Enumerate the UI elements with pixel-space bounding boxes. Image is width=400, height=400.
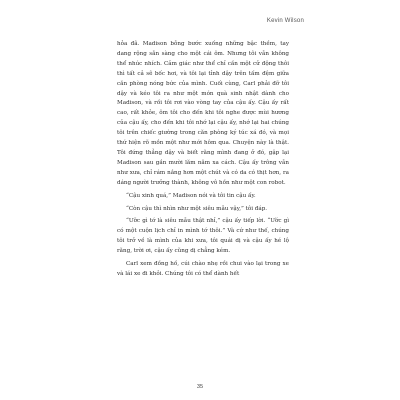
body-text	[117, 40, 289, 283]
running-header-author: Kevin Wilson	[266, 18, 304, 24]
paragraph: Carl xem đồng hồ, cúi chào nhẹ rồi chui vào lại trong xe và lái xe đi khỏi. Chúng tôi có thể dành hết	[117, 261, 289, 277]
paragraph: “Còn cậu thì nhìn như một siêu mẫu vậy,” tôi đáp.	[126, 205, 268, 212]
paragraph: “Cậu xinh quá,” Madison nói và tôi tin cậu ấy.	[126, 192, 256, 199]
paragraph: “Ước gì tớ là siêu mẫu thật nhỉ,” cậu ấy tiếp lời. “Ước gì có một cuộn lịch chỉ in mình tớ thôi.” Và cứ như thế, chúng tôi trở về là mình của khi xưa, tôi quái dị và cậu ấy hé lộ răng, trời ơi, cậu ấy cũng dị chẳng kém.	[117, 218, 289, 255]
page-number: 35	[196, 384, 204, 390]
paragraph: hỏa đã. Madison bỗng bước xuống những bậc thềm, tay dang rộng sẵn sàng cho một cái ôm. Nhưng tôi vẫn không thể nhúc nhích. Cảm giác như thể chỉ cần một cử động thôi thì tất cả sẽ bốc hơi, và tôi lại tỉnh dậy trên tấm đệm giữa căn phòng nóng bức của mình. Cuối cùng, Carl phải đỡ tôi dậy và kéo tôi ra như một món quà sinh nhật dành cho Madison, và rồi tôi rơi vào vòng tay của cậu ấy. Cậu ấy rất cao, rất khỏe, ôm tôi cho đến khi tôi nghe được mùi hương của cậu ấy, cho đến khi tôi nhớ lại cậu ấy, nhớ lại hai chúng tôi trên chiếc giường trong căn phòng ký túc xá đó, và mọi thứ hiện rõ mồn một như mới hôm qua. Chuyện này là thật. Tôi đứng thẳng dậy và biết rằng mình đang ở đó, gặp lại Madison sau gần mười lăm năm xa cách. Cậu ấy trông vẫn như xưa, chỉ rám nắng hơn một chút và có da có thịt hơn, ra dáng người trưởng thành, không vô hồn như một con robot.	[117, 41, 289, 186]
